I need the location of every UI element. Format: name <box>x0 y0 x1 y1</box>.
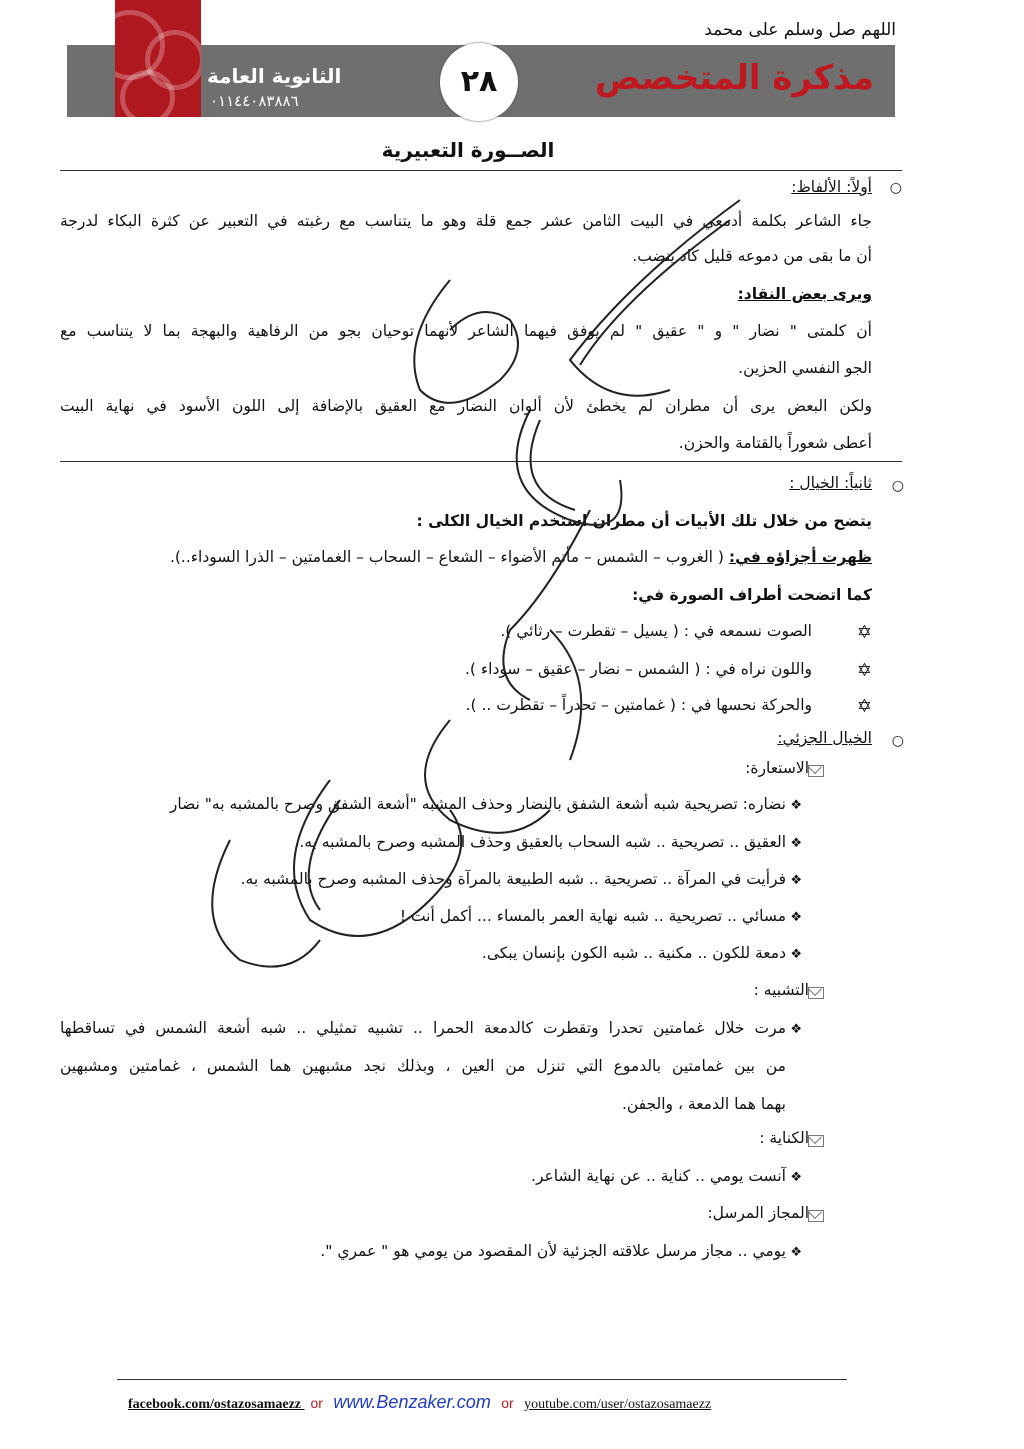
metaphor-item: نضاره: تصريحية شبه أشعة الشفق بالنضار وحذف المشبه "أشعة الشفق وصرح بالمشبه به" نضار <box>169 795 786 813</box>
diamond-bullet-icon: ❖ <box>790 836 802 851</box>
circle-bullet-icon: ○ <box>889 180 902 196</box>
paragraph-line: ولكن البعض يرى أن مطران لم يخطئ لأن ألوان النضار مع العقيق بالإضافة إلى اللون الأسود في نهاية البيت <box>60 397 872 415</box>
metaphor-item: دمعة للكون .. مكنية .. شبه الكون بإنسان يبكى. <box>481 944 786 962</box>
simile-line: من بين غمامتين بالدموع التي تنزل من العين ، وبذلك نجد مشبهين هما الشمس ، غمامتين ومشبهين <box>60 1057 786 1075</box>
parts-list: ( الغروب – الشمس – مأتم الأضواء – الشعاع – السحاب – الغمامتين – الذرا السوداء..). <box>169 548 724 566</box>
parts-label: ظهرت أجزاؤه في: <box>728 548 872 566</box>
star-bullet-icon: ✡ <box>856 622 872 643</box>
diamond-bullet-icon: ❖ <box>790 798 802 813</box>
facebook-link[interactable]: facebook.com/ostazosamaezz <box>128 1397 305 1412</box>
critics-heading: ويرى بعض النقاد: <box>737 285 872 303</box>
phone-number: ٠١١٤٤٠٨٣٨٨٦ <box>210 92 299 110</box>
side-motion: والحركة نحسها في : ( غمامتين – تحدراً – تقطرت .. ). <box>465 696 812 714</box>
section-title: الصــورة التعبيرية <box>381 138 555 162</box>
paragraph-line: أن كلمتى " نضار " و " عقيق " لم يوفق فيهما الشاعر لأنهما توحيان بجو من الرفاهية والبهجة بما لا يتناسب مع <box>60 322 872 340</box>
majaz-item: يومي .. مجاز مرسل علاقته الجزئية لأن المقصود من يومي هو " عمري ". <box>320 1242 786 1260</box>
side-sound: الصوت نسمعه في : ( يسيل – تقطرت – رثائي ). <box>500 622 812 640</box>
metaphor-item: العقيق .. تصريحية .. شبه السحاب بالعقيق وحذف المشبه وصرح بالمشبه به. <box>299 833 786 851</box>
paragraph-line: جاء الشاعر بكلمة أدمعي في البيت الثامن عشر جمع قلة وهو ما يتناسب مع رغبته في التعبير عن كثرة البكاء لدرجة <box>60 212 872 230</box>
parts-line <box>170 548 872 566</box>
logo-emblem <box>115 0 201 117</box>
imagination-intro: يتضح من خلال تلك الأبيات أن مطران استخدم الخيال الكلى : <box>416 512 872 530</box>
metaphor-label: الاستعارة: <box>745 759 809 777</box>
diamond-bullet-icon: ❖ <box>790 910 802 925</box>
envelope-bullet-icon <box>808 1210 824 1222</box>
star-bullet-icon: ✡ <box>856 660 872 681</box>
imagination-heading: ثانياً: الخيال : <box>789 474 872 492</box>
kinaya-label: الكناية : <box>759 1129 809 1147</box>
simile-label: التشبيه : <box>753 981 809 999</box>
paragraph-line: أن ما بقى من دموعه قليل كاد ينضب. <box>632 247 872 265</box>
side-color: واللون نراه في : ( الشمس – نضار – عقيق – سوداء ). <box>464 660 812 678</box>
school-label: الثانوية العامة <box>207 64 342 88</box>
diamond-bullet-icon: ❖ <box>790 873 802 888</box>
majaz-label: المجاز المرسل: <box>707 1204 809 1222</box>
diamond-bullet-icon: ❖ <box>790 1245 802 1260</box>
prayer-line: اللهم صل وسلم على محمد <box>704 20 896 40</box>
simile-line: بهما هما الدمعة ، والجفن. <box>621 1095 786 1113</box>
envelope-bullet-icon <box>808 765 824 777</box>
simile-line: مرت خلال غمامتين تحدرا وتقطرت كالدمعة الحمرا .. تشبيه تمثيلي .. شبه أشعة الشمس في تساقطها <box>60 1019 786 1037</box>
website-link[interactable]: www.Benzaker.com <box>333 1392 491 1412</box>
metaphor-item: مسائي .. تصريحية .. شبه نهاية العمر بالمساء ... أكمل أنت ! <box>399 907 786 925</box>
youtube-link[interactable]: youtube.com/user/ostazosamaezz <box>524 1397 712 1412</box>
circle-bullet-icon: ○ <box>891 733 904 749</box>
words-heading: أولاً: الألفاظ: <box>791 178 872 196</box>
circle-bullet-icon: ○ <box>891 478 904 494</box>
or-separator: or <box>310 1395 323 1411</box>
divider <box>60 170 902 171</box>
paragraph-line: الجو النفسي الحزين. <box>738 359 872 377</box>
kinaya-item: آنست يومي .. كناية .. عن نهاية الشاعر. <box>531 1167 786 1185</box>
divider <box>60 461 902 462</box>
footer-links <box>128 1392 711 1413</box>
metaphor-item: فرأيت في المرآة .. تصريحية .. شبه الطبيعة بالمرآة وحذف المشبه وصرح بالمشبه به. <box>240 870 786 888</box>
sides-heading: كما اتضحت أطراف الصورة في: <box>632 586 872 604</box>
diamond-bullet-icon: ❖ <box>790 1022 802 1037</box>
partial-heading: الخيال الجزئي: <box>777 729 872 747</box>
diamond-bullet-icon: ❖ <box>790 1170 802 1185</box>
envelope-bullet-icon <box>808 1135 824 1147</box>
diamond-bullet-icon: ❖ <box>790 947 802 962</box>
page-number: ٢٨ <box>440 43 518 121</box>
star-bullet-icon: ✡ <box>856 696 872 717</box>
paragraph-line: أعطى شعوراً بالقتامة والحزن. <box>678 434 872 452</box>
brand-title: مذكرة المتخصص <box>594 58 874 98</box>
or-separator: or <box>501 1395 514 1411</box>
footer-divider <box>117 1379 847 1380</box>
envelope-bullet-icon <box>808 987 824 999</box>
